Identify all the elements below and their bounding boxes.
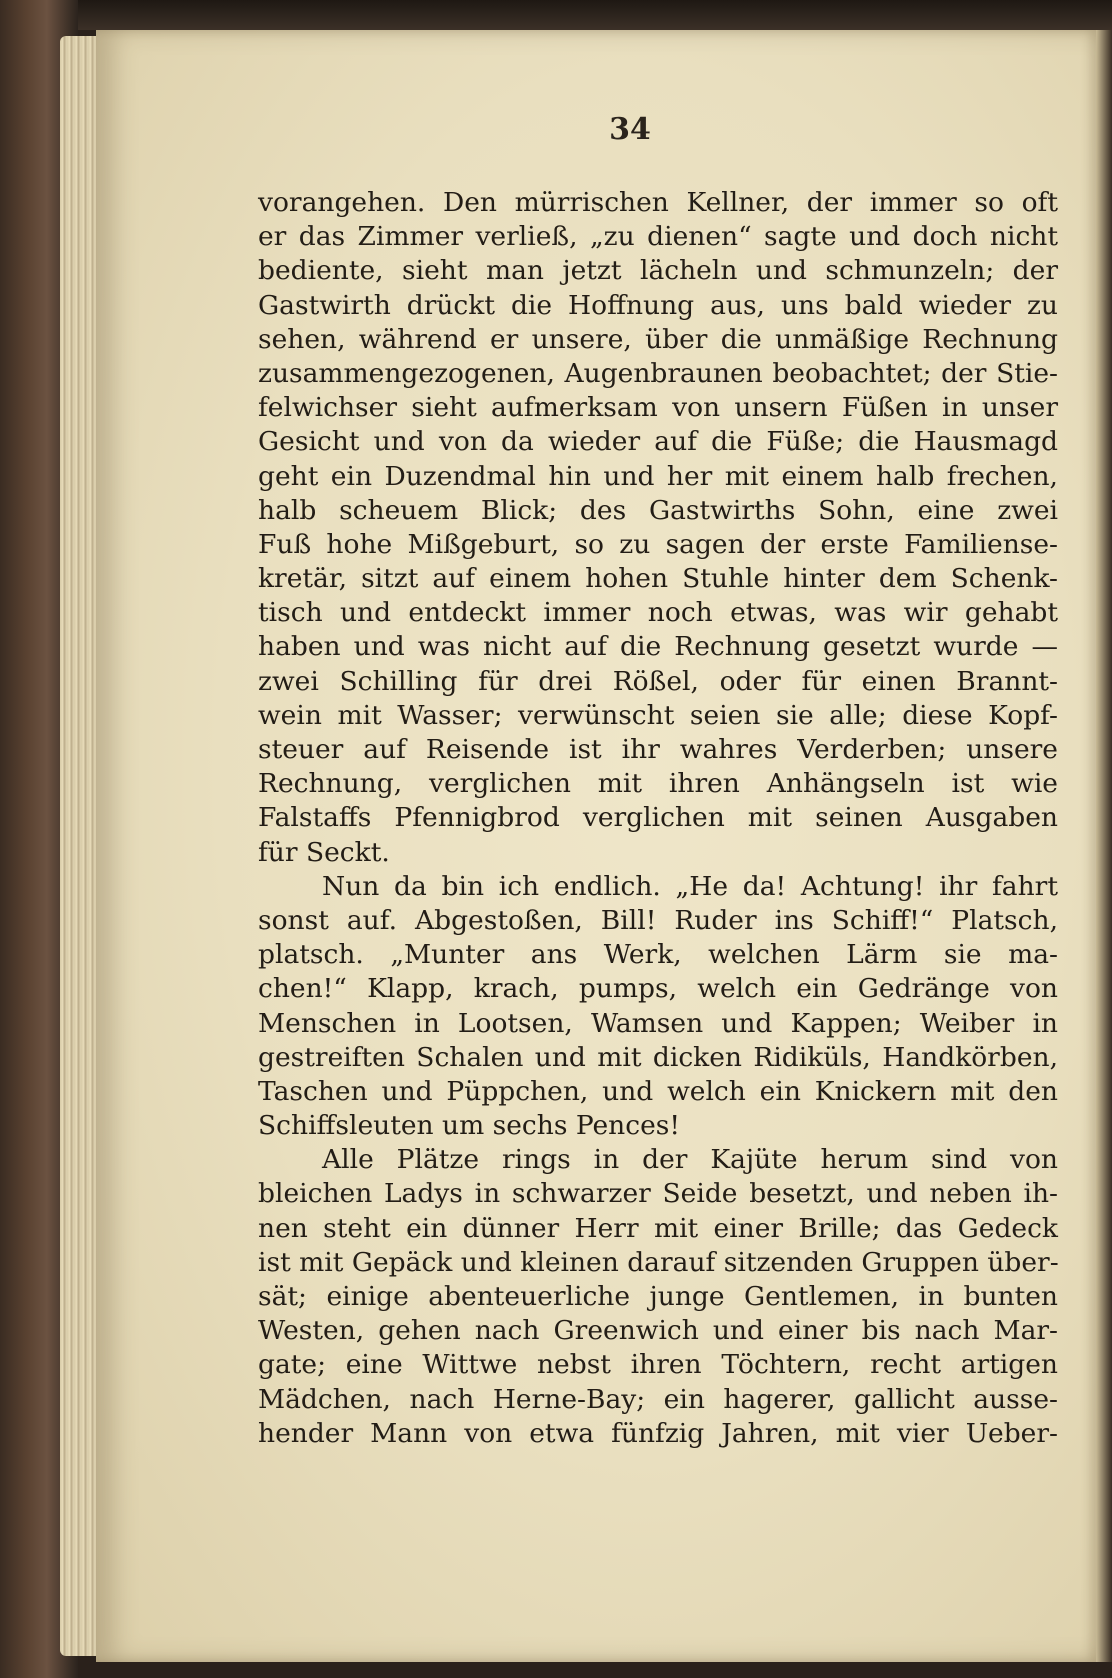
text-line: felwichser sieht aufmerksam von unsern Füßen in unser xyxy=(258,392,1058,424)
text-line: wein mit Wasser; verwünscht seien sie alle; diese Kopf- xyxy=(258,699,1058,731)
text-line: ist mit Gepäck und kleinen darauf sitzenden Gruppen über- xyxy=(258,1246,1059,1278)
text-line: tisch und entdeckt immer noch etwas, was wir gehabt xyxy=(258,597,1058,629)
text-line: Gastwirth drückt die Hoffnung aus, uns bald wieder zu xyxy=(258,289,1058,321)
text-line: Rechnung, verglichen mit ihren Anhängseln ist wie xyxy=(258,768,1058,800)
text-line: sehen, während er unsere, über die unmäßige Rechnung xyxy=(258,323,1058,355)
text-line: Menschen in Lootsen, Wamsen und Kappen; Weiber in xyxy=(258,1007,1058,1039)
text-line: Taschen und Püppchen, und welch ein Knickern mit den xyxy=(258,1075,1058,1107)
text-line: gate; eine Wittwe nebst ihren Töchtern, recht artigen xyxy=(258,1349,1058,1381)
text-line: vorangehen. Den mürrischen Kellner, der immer so oft xyxy=(258,187,1058,218)
page-number: 34 xyxy=(609,112,651,147)
scan-background-top xyxy=(0,0,1112,30)
text-line: Falstaffs Pfennigbrod verglichen mit seinen Ausgaben xyxy=(258,802,1058,834)
text-line: hender Mann von etwa fünfzig Jahren, mit vier Ueber- xyxy=(258,1417,1058,1449)
text-line: zusammengezogenen, Augenbraunen beobachtet; der Stie- xyxy=(258,357,1058,389)
page-text-block xyxy=(258,186,1058,1451)
text-line: nen steht ein dünner Herr mit einer Brille; das Gedeck xyxy=(258,1212,1058,1244)
text-line: sät; einige abenteuerliche junge Gentlemen, in bunten xyxy=(258,1281,1058,1312)
page-right-edge xyxy=(1096,30,1112,1662)
text-line: Schiffsleuten um sechs Pences! xyxy=(258,1110,681,1142)
text-line: Nun da bin ich endlich. „He da! Achtung! ihr fahrt xyxy=(322,870,1058,902)
text-line: gestreiften Schalen und mit dicken Ridiküls, Handkörben, xyxy=(258,1041,1058,1073)
text-line: Fuß hohe Mißgeburt, so zu sagen der erste Familiense- xyxy=(258,528,1058,560)
text-line: Westen, gehen nach Greenwich und einer bis nach Mar- xyxy=(258,1315,1058,1347)
text-line: bleichen Ladys in schwarzer Seide besetzt, und neben ih- xyxy=(258,1178,1058,1210)
text-line: geht ein Duzendmal hin und her mit einem halb frechen, xyxy=(258,460,1058,492)
text-line: kretär, sitzt auf einem hohen Stuhle hinter dem Schenk- xyxy=(258,563,1058,595)
text-line: chen!“ Klapp, krach, pumps, welch ein Gedränge von xyxy=(258,973,1058,1005)
text-line: platsch. „Munter ans Werk, welchen Lärm sie ma- xyxy=(258,939,1058,971)
text-line: sonst auf. Abgestoßen, Bill! Ruder ins Schiff!“ Platsch, xyxy=(258,904,1058,936)
text-line: halb scheuem Blick; des Gastwirths Sohn, eine zwei xyxy=(258,494,1058,526)
text-line: Gesicht und von da wieder auf die Füße; die Hausmagd xyxy=(258,426,1058,458)
text-line: zwei Schilling für drei Rößel, oder für einen Brannt- xyxy=(258,665,1058,697)
text-line: bediente, sieht man jetzt lächeln und schmunzeln; der xyxy=(258,255,1058,287)
text-line: Alle Plätze rings in der Kajüte herum sind von xyxy=(322,1144,1058,1176)
text-line: steuer auf Reisende ist ihr wahres Verderben; unsere xyxy=(258,734,1058,765)
text-line: Mädchen, nach Herne-Bay; ein hagerer, gallicht ausse- xyxy=(258,1383,1058,1415)
text-line: haben und was nicht auf die Rechnung gesetzt wurde — xyxy=(258,631,1058,663)
text-line: er das Zimmer verließ, „zu dienen“ sagte und doch nicht xyxy=(258,221,1058,253)
text-line: für Seckt. xyxy=(258,836,390,868)
